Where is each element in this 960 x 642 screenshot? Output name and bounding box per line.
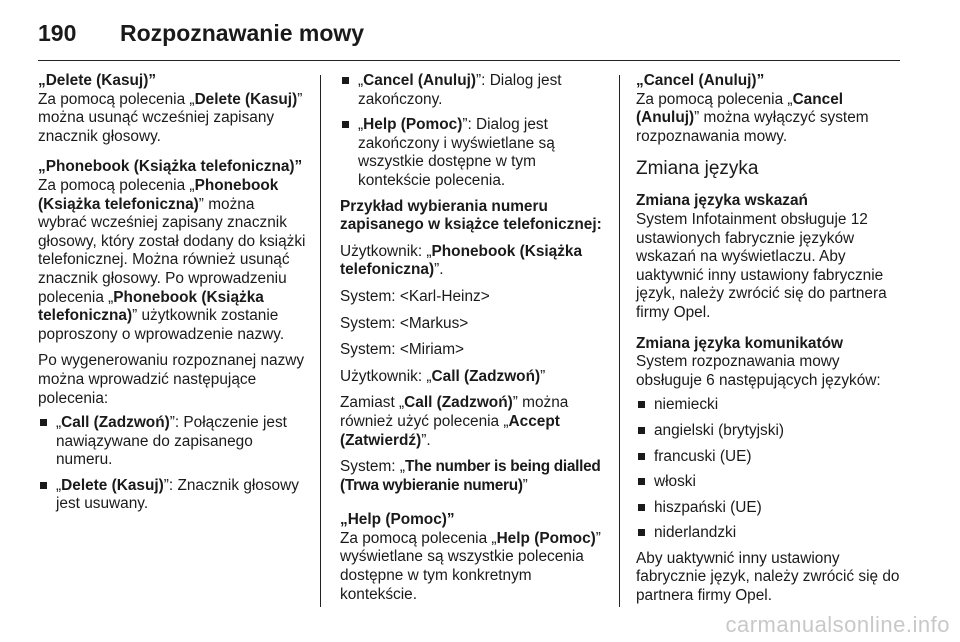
page-title: Rozpoznawanie mowy bbox=[120, 20, 365, 46]
dialog-line-user-2 bbox=[340, 368, 612, 387]
column-3 bbox=[636, 72, 908, 618]
bullet-command: Help (Pomoc) bbox=[363, 116, 463, 134]
display-language-text: System Infotainment obsługuje 12 ustawionych fabrycznie języków wskazań na wyświetlaczu. Aby uaktywnić inny ustawiony fabrycznie język, należy zwrócić się do partnera firmy Opel. bbox=[636, 210, 887, 321]
list-item: niderlandzki bbox=[636, 524, 908, 543]
bullet-pre: „ bbox=[56, 414, 62, 432]
bullet-post: ”: Znacznik głosowy jest usuwany. bbox=[56, 476, 299, 513]
dialog-line-user-1 bbox=[340, 243, 612, 280]
example-heading: Przykład wybierania numeru zapisanego w książce telefonicznej: bbox=[340, 197, 602, 234]
phonebook-command-2: Phonebook (Książka telefoniczna) bbox=[38, 288, 264, 325]
dialog-post: ” bbox=[540, 367, 546, 385]
bullet-command: Cancel (Anuluj) bbox=[363, 72, 477, 89]
list-item bbox=[340, 72, 612, 109]
dialog-post: ”. bbox=[434, 261, 444, 279]
list-item: niemiecki bbox=[636, 396, 908, 415]
command-list-1 bbox=[38, 414, 306, 514]
column-divider-2 bbox=[619, 75, 620, 607]
bullet-pre: „ bbox=[358, 72, 364, 89]
bullet-pre: „ bbox=[358, 116, 364, 134]
delete-text-post: ” można usunąć wcześniej zapisany znacznik głosowy. bbox=[38, 90, 303, 145]
dialog-command: Call (Zadzwoń) bbox=[431, 367, 541, 385]
dialog-command: Call (Zadzwoń) bbox=[404, 394, 513, 412]
help-section bbox=[340, 511, 612, 604]
column-2 bbox=[340, 72, 612, 616]
final-text: Aby uaktywnić inny ustawiony fabrycznie język, należy zwrócić się do partnera firmy Opel. bbox=[636, 549, 900, 605]
dialog-mid: ” można również użyć polecenia „ bbox=[340, 394, 569, 430]
dialog-line-system-1: System: <Karl-Heinz> bbox=[340, 287, 490, 305]
bullet-pre: „ bbox=[56, 476, 62, 494]
page-number: 190 bbox=[38, 20, 77, 46]
list-item: hiszpański (UE) bbox=[636, 499, 908, 518]
cancel-section bbox=[636, 72, 908, 146]
dialog-pre: Zamiast „ bbox=[340, 394, 405, 412]
bullet-post: ”: Dialog jest zakończony i wyświetlane są wszystkie dostępne w tym kontekście polecenia. bbox=[358, 116, 555, 189]
after-recognition-text: Po wygenerowaniu rozpoznanej nazwy można wprowadzić następujące polecenia: bbox=[38, 352, 305, 407]
dialog-pre: System: „ bbox=[340, 458, 405, 476]
delete-text-pre: Za pomocą polecenia „ bbox=[38, 90, 195, 108]
display-language-section bbox=[636, 192, 908, 322]
delete-section bbox=[38, 72, 306, 146]
dialog-line-alternative bbox=[340, 394, 612, 450]
help-text-post: ” wyświetlane są wszystkie polecenia dostępne w tym konkretnym kontekście. bbox=[340, 529, 601, 603]
bullet-command: Call (Zadzwoń) bbox=[61, 414, 170, 432]
list-item bbox=[340, 116, 612, 190]
column-1 bbox=[38, 72, 306, 521]
display-language-heading: Zmiana języka wskazań bbox=[636, 192, 808, 210]
dialog-command-2: Accept (Zatwierdź) bbox=[340, 412, 560, 449]
command-list-2 bbox=[340, 72, 612, 191]
list-item: angielski (brytyjski) bbox=[636, 422, 908, 441]
cancel-command: Cancel (Anuluj) bbox=[636, 90, 844, 127]
watermark: carmanualsonline.info bbox=[725, 612, 950, 637]
dialog-pre: Użytkownik: „ bbox=[340, 367, 432, 385]
header-rule bbox=[38, 60, 900, 61]
dialog-command: The number is being dialled (Trwa wybieranie numeru) bbox=[340, 458, 601, 494]
bullet-post: ”: Połączenie jest nawiązywane do zapisanego numeru. bbox=[56, 414, 287, 469]
dialog-line-system-2: System: <Markus> bbox=[340, 314, 469, 332]
language-list bbox=[636, 396, 908, 543]
phonebook-text-post: ” użytkownik zostanie poproszony o wprowadzenie nazwy. bbox=[38, 307, 285, 343]
dialog-pre: Użytkownik: „ bbox=[340, 242, 432, 260]
cancel-heading: „Cancel (Anuluj)” bbox=[636, 72, 765, 89]
help-command: Help (Pomoc) bbox=[496, 529, 596, 547]
cancel-text-pre: Za pomocą polecenia „ bbox=[636, 90, 793, 108]
list-item: włoski bbox=[636, 473, 908, 492]
phonebook-command: Phonebook (Książka telefoniczna) bbox=[38, 176, 279, 213]
column-divider-1 bbox=[320, 75, 321, 607]
dialog-post: ”. bbox=[421, 431, 431, 449]
delete-command: Delete (Kasuj) bbox=[194, 90, 298, 108]
phonebook-section bbox=[38, 158, 306, 344]
dialog-command: Phonebook (Książka telefoniczna) bbox=[340, 242, 583, 279]
dialog-line-system-3: System: <Miriam> bbox=[340, 341, 465, 359]
section-title: Zmiana języka bbox=[636, 158, 759, 180]
phonebook-heading: „Phonebook (Książka telefoniczna)” bbox=[38, 158, 303, 176]
help-heading: „Help (Pomoc)” bbox=[340, 511, 455, 529]
cancel-text-post: ” można wyłączyć system rozpoznawania mowy. bbox=[636, 109, 869, 145]
bullet-post: ”: Dialog jest zakończony. bbox=[358, 72, 562, 108]
dialog-post: ” bbox=[522, 476, 528, 494]
delete-heading: „Delete (Kasuj)” bbox=[38, 72, 157, 89]
dialog-line-system-4 bbox=[340, 458, 612, 495]
bullet-command: Delete (Kasuj) bbox=[61, 476, 164, 494]
message-language-heading: Zmiana języka komunikatów bbox=[636, 334, 843, 352]
phonebook-text-mid: ” można wybrać wcześniej zapisany znacznik głosowy, który został dodany do książki telefonicznej. Można również usunąć znacznik głosowy. Po wprowadzeniu polecenia „ bbox=[38, 195, 306, 306]
list-item: francuski (UE) bbox=[636, 448, 908, 467]
help-text-pre: Za pomocą polecenia „ bbox=[340, 529, 497, 547]
list-item bbox=[38, 414, 306, 470]
phonebook-text-pre: Za pomocą polecenia „ bbox=[38, 176, 195, 194]
message-language-text: System rozpoznawania mowy obsługuje 6 następujących języków: bbox=[636, 353, 881, 389]
message-language-section bbox=[636, 335, 908, 391]
list-item bbox=[38, 477, 306, 514]
